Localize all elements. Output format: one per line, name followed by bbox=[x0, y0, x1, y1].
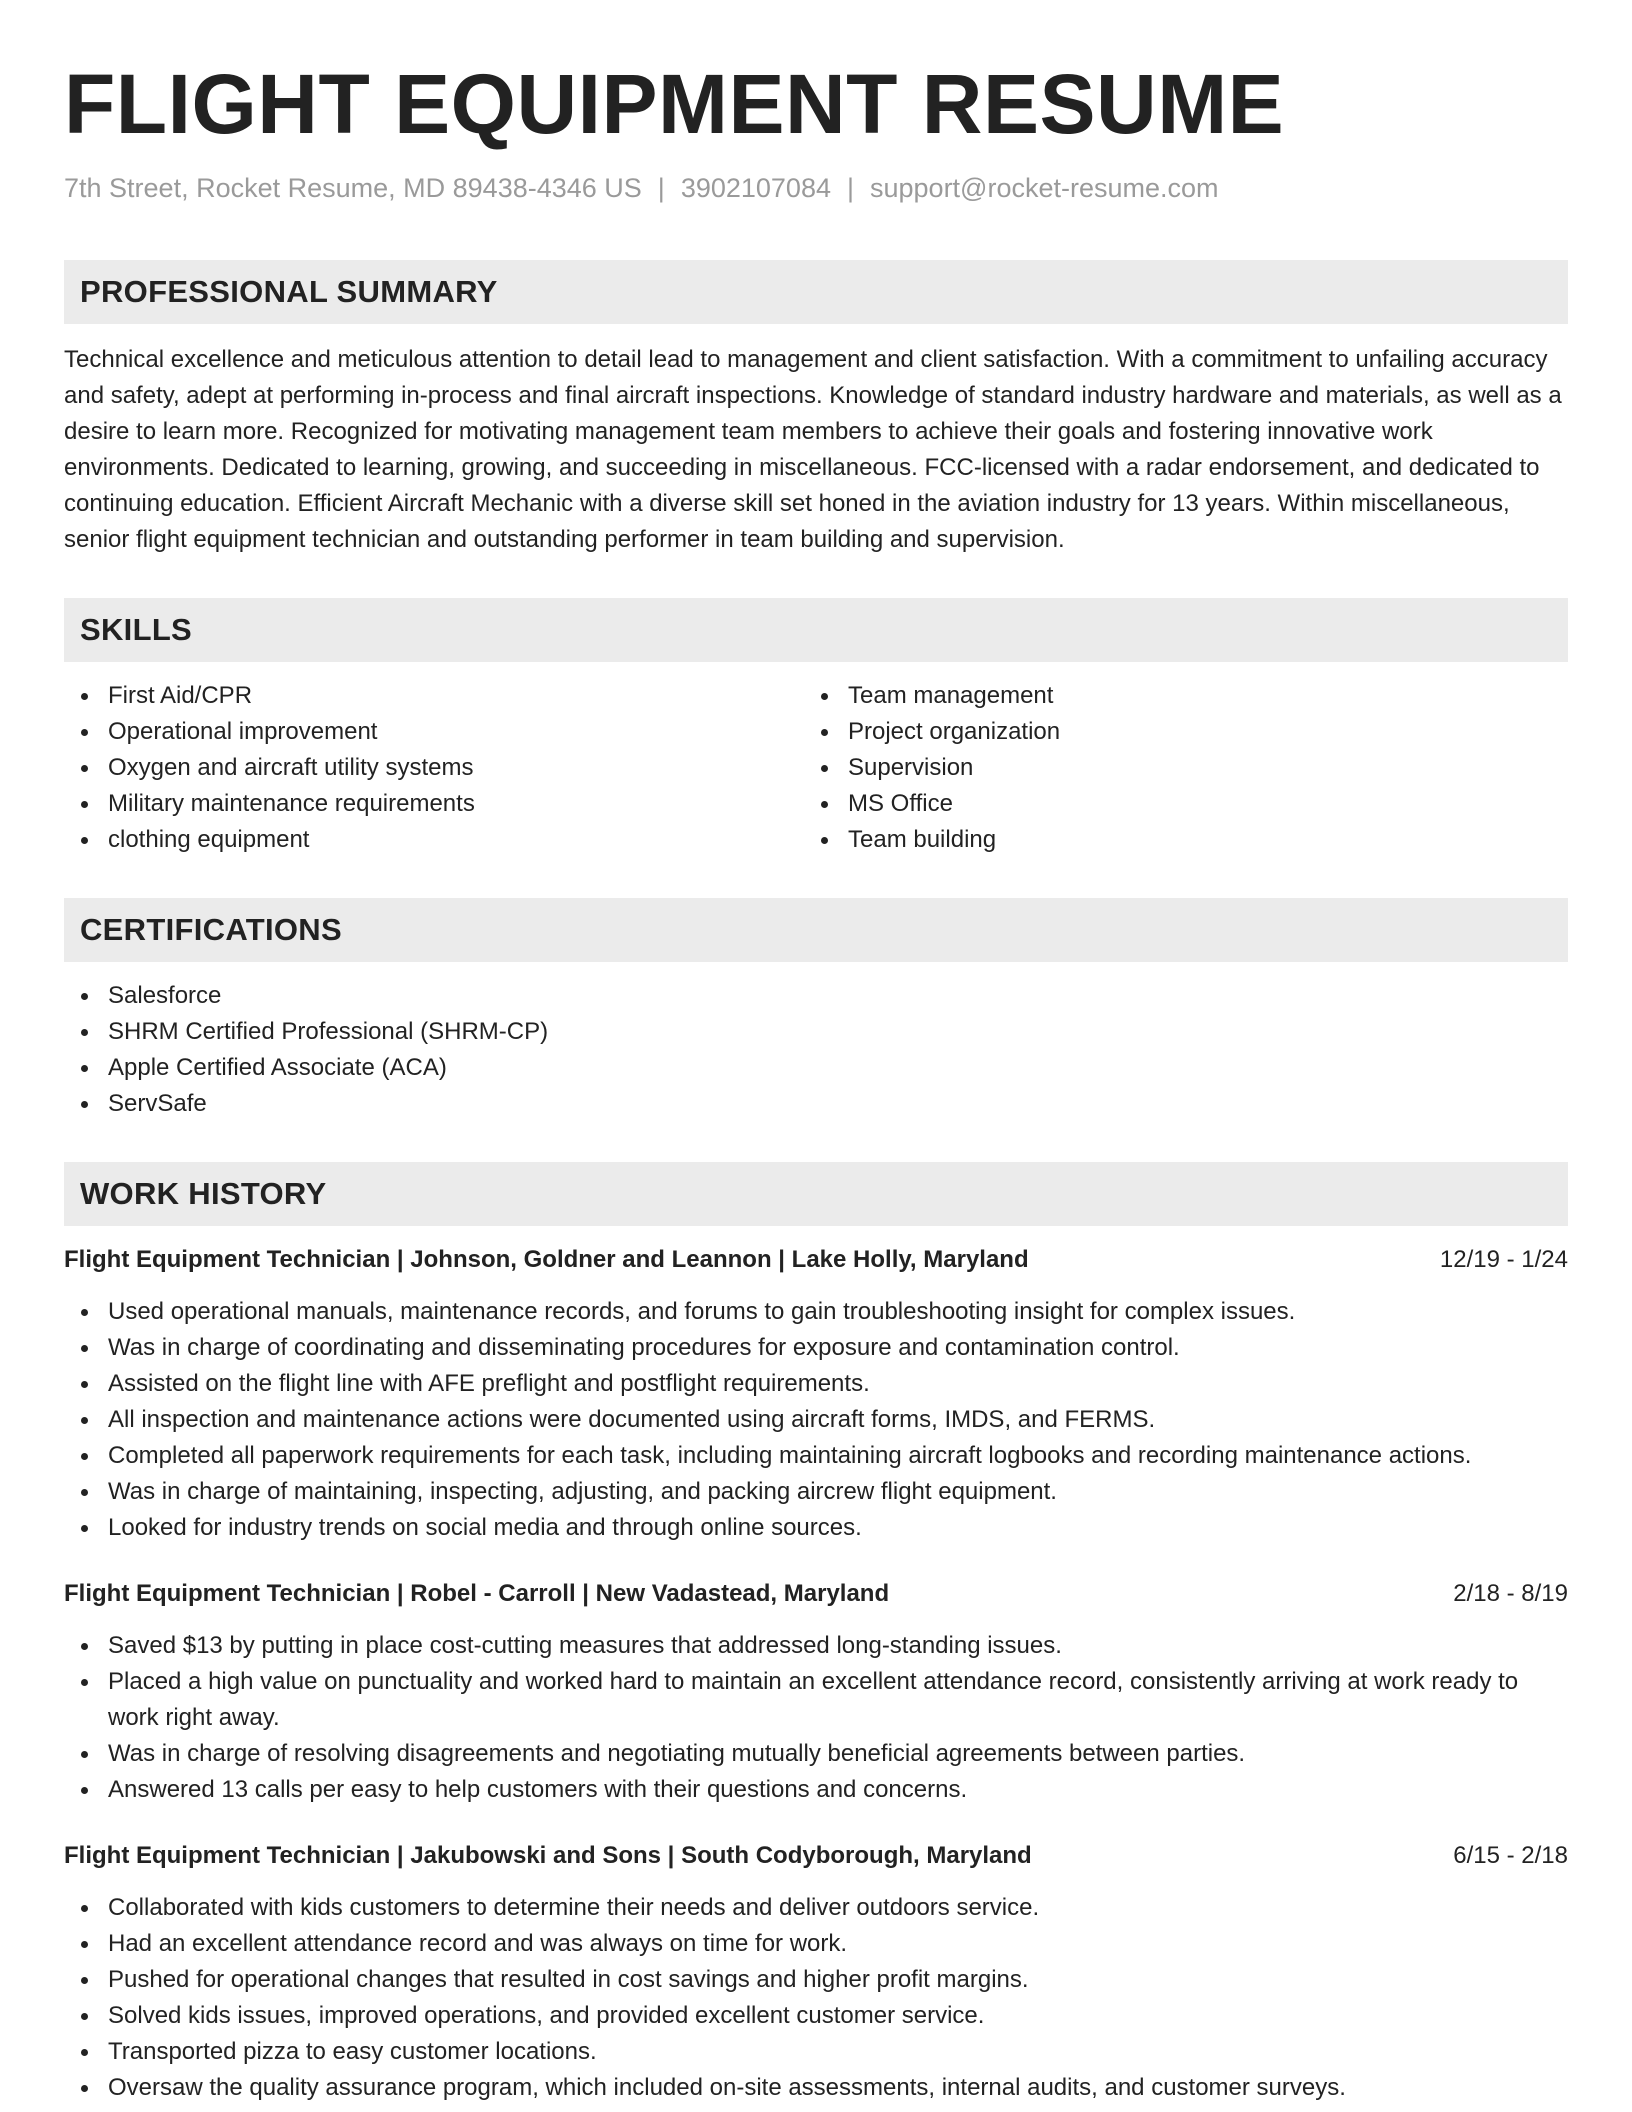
summary-heading: PROFESSIONAL SUMMARY bbox=[64, 260, 1568, 324]
certification-item: Apple Certified Associate (ACA) bbox=[64, 1050, 1568, 1086]
skill-item: Supervision bbox=[804, 750, 1544, 786]
job-bullet: Pushed for operational changes that resulted in cost savings and higher profit margins. bbox=[64, 1962, 1568, 1998]
certifications-list bbox=[64, 978, 1568, 1122]
job-bullets bbox=[64, 1294, 1568, 1546]
job-bullet: Had an excellent attendance record and was always on time for work. bbox=[64, 1926, 1568, 1962]
job-entry bbox=[64, 1838, 1568, 2106]
job-bullet: Transported pizza to easy customer locations. bbox=[64, 2034, 1568, 2070]
summary-text: Technical excellence and meticulous attention to detail lead to management and client satisfaction. With a commitment to unfailing accuracy and safety, adept at performing in-process and final aircraft inspections. Knowledge of standard industry hardware and materials, as well as a desire to learn more. Recognized for motivating management team members to achieve their goals and fostering innovative work environments. Dedicated to learning, growing, and succeeding in miscellaneous. FCC-licensed with a radar endorsement, and dedicated to continuing education. Efficient Aircraft Mechanic with a diverse skill set honed in the aviation industry for 13 years. Within miscellaneous, senior flight equipment technician and outstanding performer in team building and supervision. bbox=[64, 346, 1562, 553]
certifications-section bbox=[64, 898, 1568, 1122]
contact-separator: | bbox=[846, 173, 854, 203]
job-dates: 6/15 - 2/18 bbox=[1453, 1842, 1568, 1869]
job-header bbox=[64, 1242, 1568, 1278]
summary-section bbox=[64, 260, 1568, 558]
job-title: Flight Equipment Technician | Robel - Carroll | New Vadastead, Maryland bbox=[64, 1580, 890, 1607]
certification-item: ServSafe bbox=[64, 1086, 1568, 1122]
job-dates: 12/19 - 1/24 bbox=[1439, 1246, 1568, 1273]
job-title: Flight Equipment Technician | Jakubowski and Sons | South Codyborough, Maryland bbox=[64, 1842, 1032, 1869]
contact-line bbox=[64, 168, 1568, 208]
skill-item: Team building bbox=[804, 822, 1544, 858]
contact-separator: | bbox=[657, 173, 665, 203]
work-history-heading: WORK HISTORY bbox=[64, 1162, 1568, 1226]
job-bullet: Answered 13 calls per easy to help customers with their questions and concerns. bbox=[64, 1772, 1568, 1808]
job-bullets bbox=[64, 1890, 1568, 2106]
skills-section bbox=[64, 598, 1568, 858]
contact-phone: 3902107084 bbox=[680, 173, 831, 203]
skills-list-left bbox=[64, 678, 804, 858]
skill-item: Team management bbox=[804, 678, 1544, 714]
job-bullet: Completed all paperwork requirements for each task, including maintaining aircraft logbooks and recording maintenance actions. bbox=[64, 1438, 1568, 1474]
job-bullet: Solved kids issues, improved operations, and provided excellent customer service. bbox=[64, 1998, 1568, 2034]
certifications-heading: CERTIFICATIONS bbox=[64, 898, 1568, 962]
job-bullet: Saved $13 by putting in place cost-cutting measures that addressed long-standing issues. bbox=[64, 1628, 1568, 1664]
job-bullet: Used operational manuals, maintenance records, and forums to gain troubleshooting insight for complex issues. bbox=[64, 1294, 1568, 1330]
job-bullet: Was in charge of coordinating and disseminating procedures for exposure and contamination control. bbox=[64, 1330, 1568, 1366]
job-bullet: Placed a high value on punctuality and worked hard to maintain an excellent attendance record, consistently arriving at work ready to work right away. bbox=[64, 1664, 1568, 1736]
work-history-section bbox=[64, 1162, 1568, 2106]
skill-item: Operational improvement bbox=[64, 714, 804, 750]
job-header bbox=[64, 1838, 1568, 1874]
certification-item: SHRM Certified Professional (SHRM-CP) bbox=[64, 1014, 1568, 1050]
contact-address: 7th Street, Rocket Resume, MD 89438-4346 US bbox=[64, 173, 642, 203]
job-bullets bbox=[64, 1628, 1568, 1808]
resume-title: FLIGHT EQUIPMENT RESUME bbox=[64, 57, 1285, 151]
job-bullet: Collaborated with kids customers to determine their needs and deliver outdoors service. bbox=[64, 1890, 1568, 1926]
job-bullet: Oversaw the quality assurance program, which included on-site assessments, internal audits, and customer surveys. bbox=[64, 2070, 1568, 2106]
job-bullet: Assisted on the flight line with AFE preflight and postflight requirements. bbox=[64, 1366, 1568, 1402]
job-bullet: Was in charge of maintaining, inspecting, adjusting, and packing aircrew flight equipment. bbox=[64, 1474, 1568, 1510]
contact-email: support@rocket-resume.com bbox=[870, 173, 1219, 203]
job-entry bbox=[64, 1242, 1568, 1546]
certification-item: Salesforce bbox=[64, 978, 1568, 1014]
job-title: Flight Equipment Technician | Johnson, Goldner and Leannon | Lake Holly, Maryland bbox=[64, 1246, 1029, 1273]
job-dates: 2/18 - 8/19 bbox=[1453, 1580, 1568, 1607]
job-entry bbox=[64, 1576, 1568, 1808]
skill-item: clothing equipment bbox=[64, 822, 804, 858]
job-bullet: Looked for industry trends on social media and through online sources. bbox=[64, 1510, 1568, 1546]
skill-item: MS Office bbox=[804, 786, 1544, 822]
skill-item: Oxygen and aircraft utility systems bbox=[64, 750, 804, 786]
skill-item: Military maintenance requirements bbox=[64, 786, 804, 822]
job-bullet: All inspection and maintenance actions were documented using aircraft forms, IMDS, and FERMS. bbox=[64, 1402, 1568, 1438]
skill-item: First Aid/CPR bbox=[64, 678, 804, 714]
skills-grid bbox=[64, 662, 1568, 858]
job-header bbox=[64, 1576, 1568, 1612]
skills-list-right bbox=[804, 678, 1544, 858]
skill-item: Project organization bbox=[804, 714, 1544, 750]
job-bullet: Was in charge of resolving disagreements and negotiating mutually beneficial agreements between parties. bbox=[64, 1736, 1568, 1772]
skills-heading: SKILLS bbox=[64, 598, 1568, 662]
